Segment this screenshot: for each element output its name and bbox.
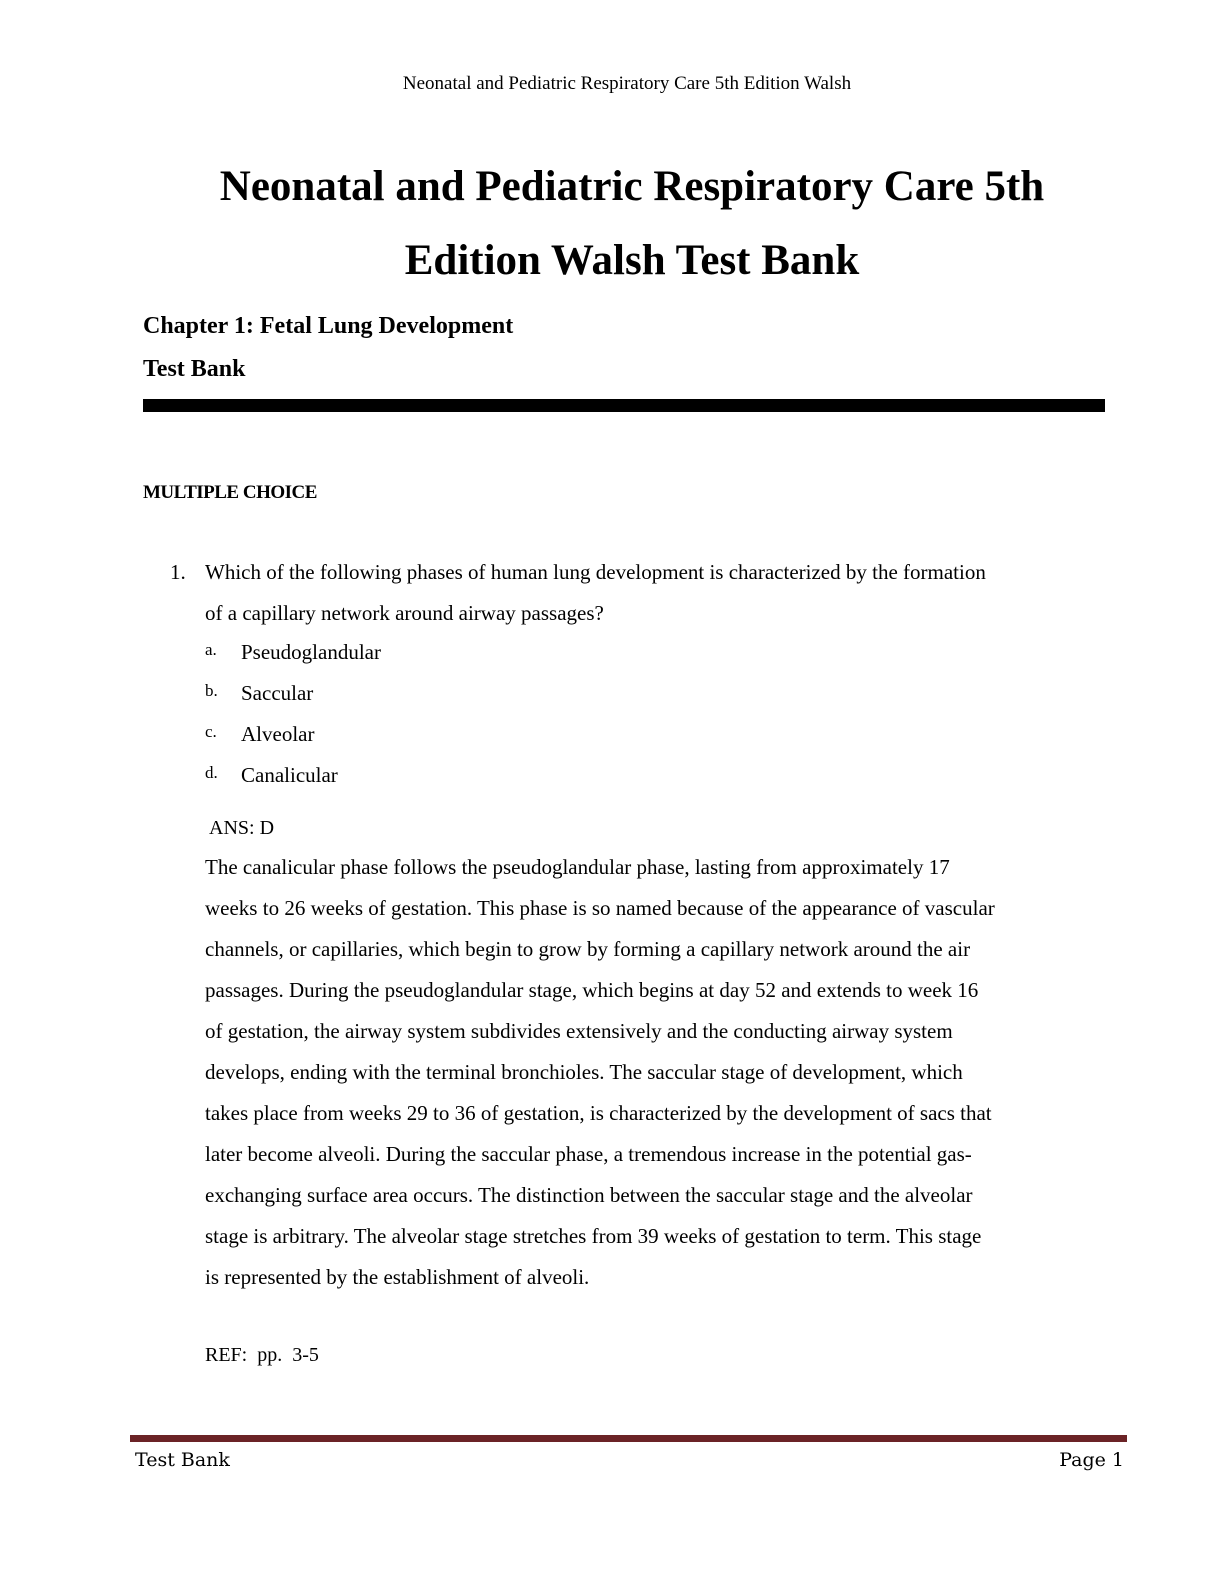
test-bank-heading: Test Bank	[143, 356, 246, 382]
option-letter: d.	[205, 763, 218, 782]
option-text: Alveolar	[241, 722, 315, 746]
rationale-line: of gestation, the airway system subdivides extensively and the conducting airway system	[205, 1019, 953, 1043]
rationale-line: takes place from weeks 29 to 36 of gestation, is characterized by the development of sacs that	[205, 1101, 992, 1125]
page-reference: REF: pp. 3-5	[205, 1344, 319, 1366]
rationale-line: stage is arbitrary. The alveolar stage stretches from 39 weeks of gestation to term. This stage	[205, 1224, 982, 1248]
page-number: Page 1	[1059, 1449, 1124, 1471]
section-heading: MULTIPLE CHOICE	[143, 482, 317, 503]
answer-rationale	[205, 847, 1105, 1298]
document-title-line-2: Edition Walsh Test Bank	[404, 237, 860, 284]
option-letter: a.	[205, 640, 217, 659]
rationale-line: develops, ending with the terminal bronchioles. The saccular stage of development, which	[205, 1060, 963, 1084]
heading-divider	[143, 399, 1105, 412]
rationale-line: exchanging surface area occurs. The distinction between the saccular stage and the alveolar	[205, 1183, 973, 1207]
footer-label: Test Bank	[135, 1449, 230, 1471]
rationale-line: weeks to 26 weeks of gestation. This phase is so named because of the appearance of vascular	[205, 896, 995, 920]
document-title	[0, 150, 1224, 298]
answer-key: ANS: D	[209, 817, 275, 839]
option-letter: b.	[205, 681, 218, 700]
question-stem-line-2: of a capillary network around airway passages?	[205, 601, 604, 625]
running-header: Neonatal and Pediatric Respiratory Care 5th Edition Walsh	[402, 73, 852, 94]
question-stem-line-1: Which of the following phases of human lung development is characterized by the formation	[205, 560, 986, 584]
question-number: 1.	[170, 560, 186, 584]
rationale-line: channels, or capillaries, which begin to grow by forming a capillary network around the air	[205, 937, 971, 961]
question-stem	[205, 552, 1105, 634]
option-letter: c.	[205, 722, 217, 741]
option-text: Pseudoglandular	[241, 640, 381, 664]
chapter-heading: Chapter 1: Fetal Lung Development	[143, 313, 514, 339]
option-text: Canalicular	[241, 763, 338, 787]
document-title-line-1: Neonatal and Pediatric Respiratory Care 5th	[219, 163, 1045, 210]
rationale-line: passages. During the pseudoglandular stage, which begins at day 52 and extends to week 16	[205, 978, 979, 1002]
rationale-line: later become alveoli. During the saccular phase, a tremendous increase in the potential gas-	[205, 1142, 972, 1166]
rationale-line: The canalicular phase follows the pseudoglandular phase, lasting from approximately 17	[205, 855, 950, 879]
option-text: Saccular	[241, 681, 314, 705]
rationale-line: is represented by the establishment of alveoli.	[205, 1265, 590, 1289]
footer-divider	[130, 1435, 1127, 1442]
